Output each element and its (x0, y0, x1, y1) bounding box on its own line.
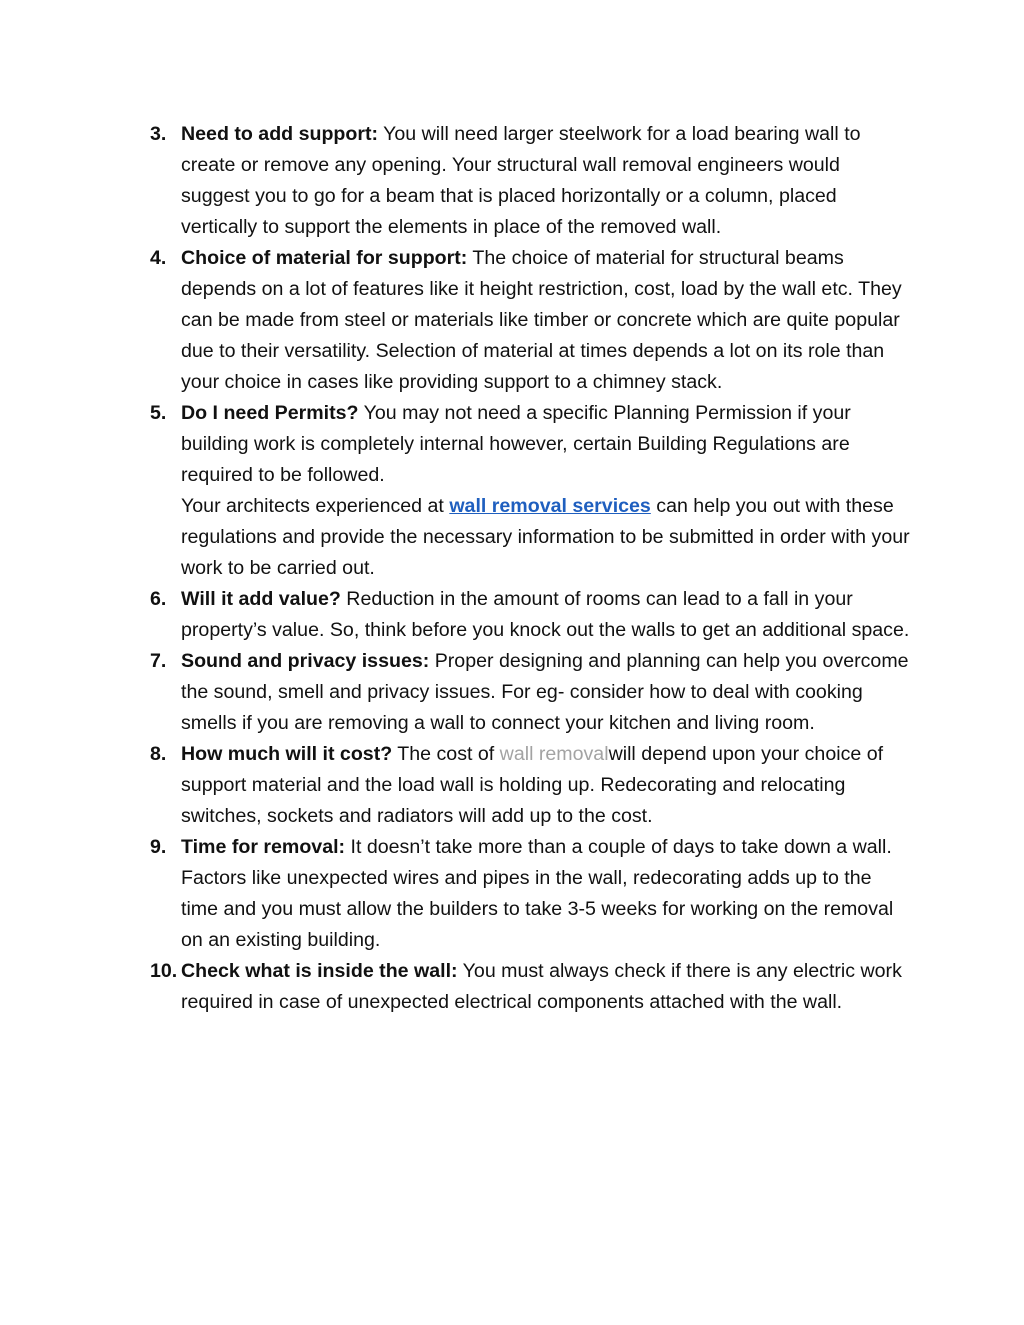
list-item-9 (150, 832, 910, 956)
list-number: 4. (150, 247, 167, 269)
list-number: 5. (150, 402, 167, 424)
item-heading: Will it add value? (181, 588, 341, 610)
item-body-before-link: Your architects experienced at (181, 495, 450, 517)
item-body-before-link: The cost of (392, 743, 500, 765)
wall-removal-services-link[interactable]: wall removal services (449, 495, 651, 517)
item-body: You must always check if there is any electric work required in case of unexpected electrical components attached with the wall. (181, 960, 902, 1013)
item-heading: How much will it cost? (181, 743, 393, 765)
list-number: 8. (150, 743, 167, 765)
list-number: 6. (150, 588, 167, 610)
item-heading: Time for removal: (181, 836, 346, 858)
item-heading: Need to add support: (181, 123, 379, 145)
list-item-3 (150, 119, 910, 243)
list-item-7 (150, 646, 910, 739)
item-body: It doesn’t take more than a couple of days to take down a wall. Factors like unexpected wires and pipes in the wall, redecorating adds up to the time and you must allow the builders to take 3-5 weeks for working on the removal on an existing building. (181, 836, 894, 951)
list-item-5 (150, 398, 910, 584)
item-body-after-link: will depend upon your choice of support material and the load wall is holding up. Redecorating and relocating switches, sockets and radiators will add up to the cost. (181, 743, 884, 827)
list-number: 9. (150, 836, 167, 858)
list-item-4 (150, 243, 910, 398)
list-number: 3. (150, 123, 167, 145)
item-heading: Do I need Permits? (181, 402, 359, 424)
item-paragraph-2 (181, 491, 910, 584)
list-number: 10. (150, 960, 178, 982)
numbered-list (150, 119, 910, 1018)
list-item-8 (150, 739, 910, 832)
item-heading: Choice of material for support: (181, 247, 468, 269)
list-number: 7. (150, 650, 167, 672)
item-body: You will need larger steelwork for a load bearing wall to create or remove any opening. Your structural wall removal engineers would suggest you to go for a beam that is placed horizontally or a column, placed vertically to support the elements in place of the removed wall. (181, 123, 861, 238)
item-paragraph (181, 398, 910, 491)
item-body: The choice of material for structural beams depends on a lot of features like it height restriction, cost, load by the wall etc. They can be made from steel or materials like timber or concrete which are quite popular due to their versatility. Selection of material at times depends a lot on its role than your choice in cases like providing support to a chimney stack. (181, 247, 902, 393)
item-body: Reduction in the amount of rooms can lead to a fall in your property’s value. So, think before you knock out the walls to get an additional space. (181, 588, 910, 641)
item-heading: Check what is inside the wall: (181, 960, 458, 982)
item-heading: Sound and privacy issues: (181, 650, 430, 672)
item-body: Proper designing and planning can help you overcome the sound, smell and privacy issues. For eg- consider how to deal with cooking smells if you are removing a wall to connect your kitchen and living room. (181, 650, 909, 734)
item-body: You may not need a specific Planning Permission if your building work is completely internal however, certain Building Regulations are required to be followed. (181, 402, 851, 486)
list-item-10 (150, 956, 910, 1018)
item-body-after-link: can help you out with these regulations and provide the necessary information to be submitted in order with your work to be carried out. (181, 495, 910, 579)
list-item-6 (150, 584, 910, 646)
wall-removal-link[interactable]: wall removal (499, 743, 609, 765)
